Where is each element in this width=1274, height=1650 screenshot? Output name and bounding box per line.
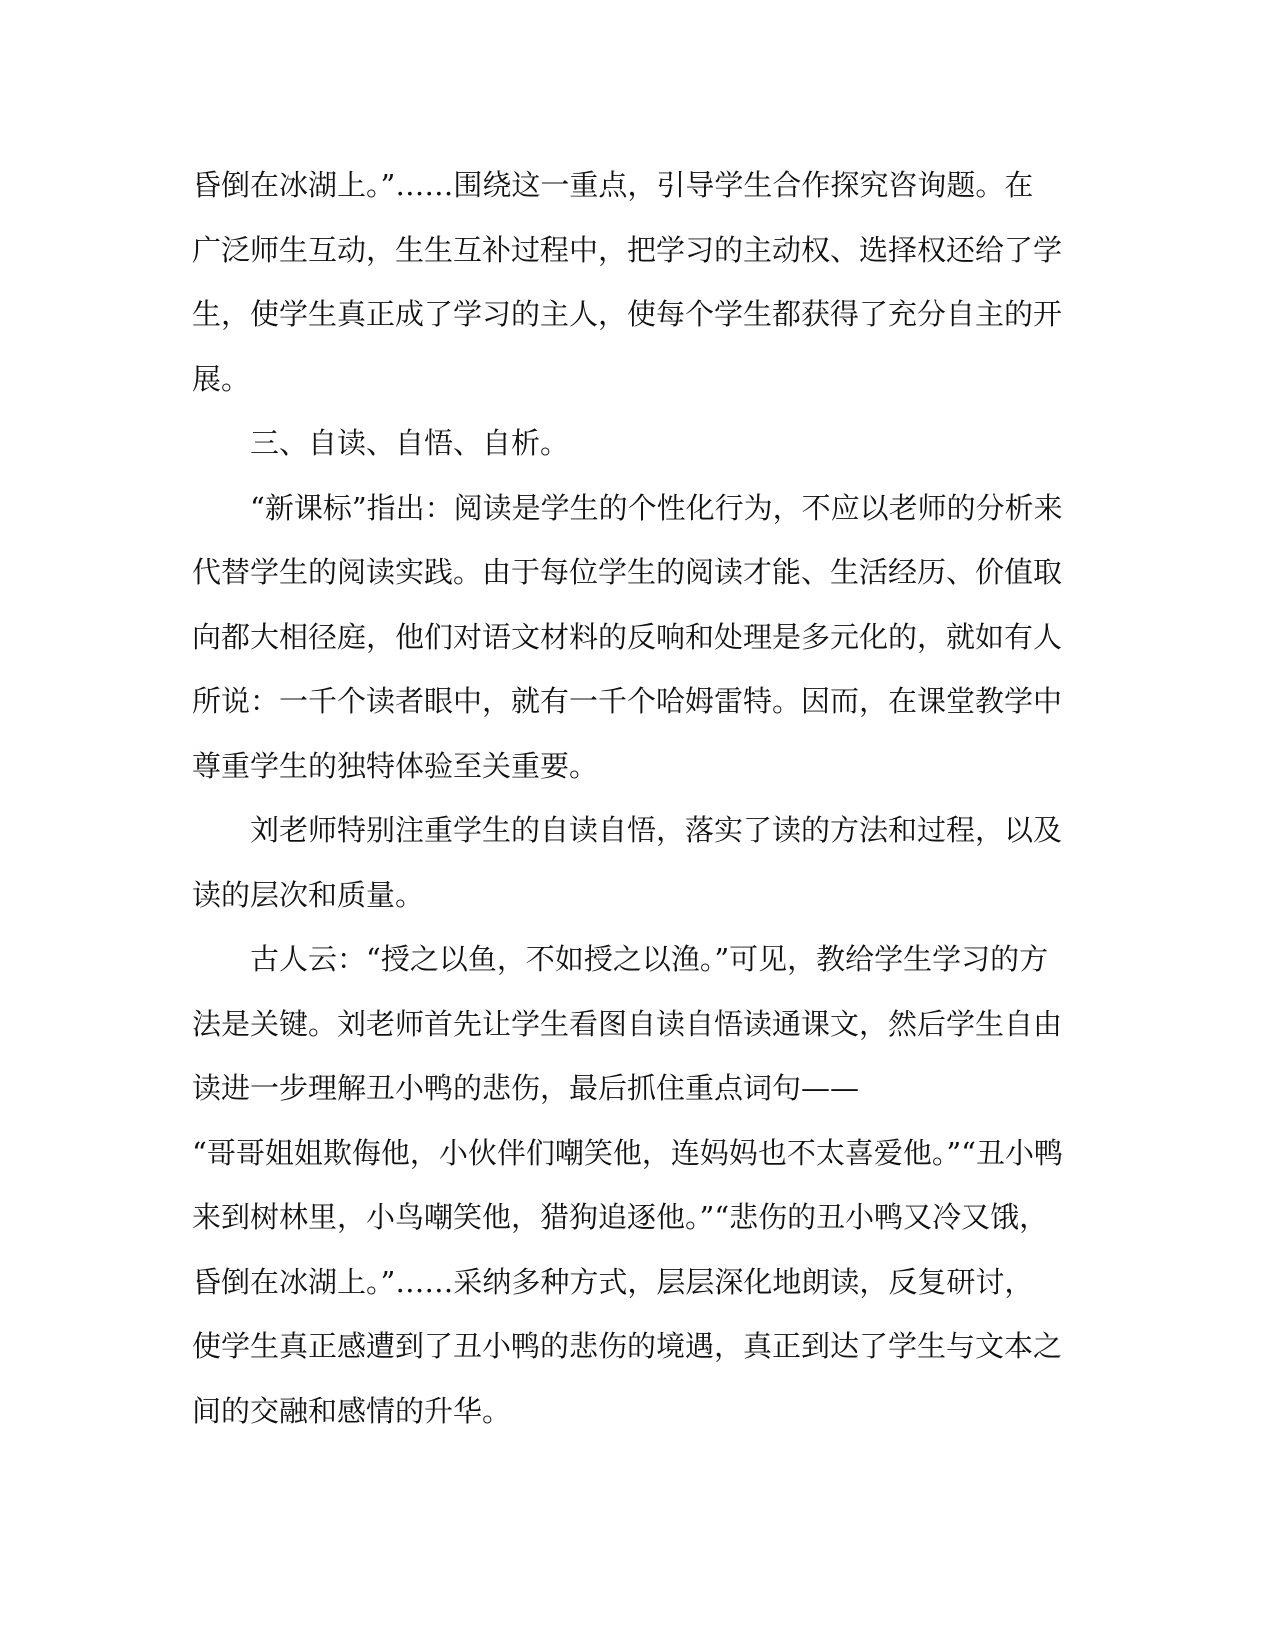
text-line: 广泛师生互动，生生互补过程中，把学习的主动权、选择权还给了学 [192,232,1063,267]
text-line: 来到树林里，小鸟嘲笑他，猎狗追逐他。”“悲伤的丑小鸭又冷又饿， [192,1200,1049,1234]
text-line: 读进一步理解丑小鸭的悲伤，最后抓住重点词句—— [192,1071,860,1105]
text-line: 法是关键。刘老师首先让学生看图自读自悟读通课文，然后学生自由 [192,1006,1063,1041]
text-line: 间的交融和感情的升华。 [192,1393,512,1428]
text-line: 生，使学生真正成了学习的主人，使每个学生都获得了充分自主的开 [192,297,1063,331]
section-heading: 三、自读、自悟、自析。 [250,426,570,460]
text-line: 代替学生的阅读实践。由于每位学生的阅读才能、生活经历、价值取 [192,555,1063,589]
text-line: “新课标”指出：阅读是学生的个性化行为，不应以老师的分析来 [250,490,1063,525]
text-line: “哥哥姐姐欺侮他，小伙伴们嘲笑他，连妈妈也不太喜爱他。”“丑小鸭 [192,1135,1063,1170]
document-body [192,153,1082,1443]
text-line: 读的层次和质量。 [192,877,425,912]
text-line: 刘老师特别注重学生的自读自悟，落实了读的方法和过程，以及 [250,813,1063,847]
text-line: 向都大相径庭，他们对语文材料的反响和处理是多元化的，就如有人 [192,619,1063,654]
text-line: 昏倒在冰湖上。”……围绕这一重点，引导学生合作探究咨询题。在 [192,168,1034,202]
text-line: 所说：一千个读者眼中，就有一千个哈姆雷特。因而，在课堂教学中 [192,684,1063,718]
text-line: 尊重学生的独特体验至关重要。 [192,748,599,783]
text-line: 古人云：“授之以鱼，不如授之以渔。”可见，教给学生学习的方 [250,942,1049,976]
text-line: 展。 [192,361,251,396]
text-line: 使学生真正感遭到了丑小鸭的悲伤的境遇，真正到达了学生与文本之 [192,1329,1063,1363]
text-line: 昏倒在冰湖上。”……采纳多种方式，层层深化地朗读，反复研讨， [192,1264,1034,1299]
